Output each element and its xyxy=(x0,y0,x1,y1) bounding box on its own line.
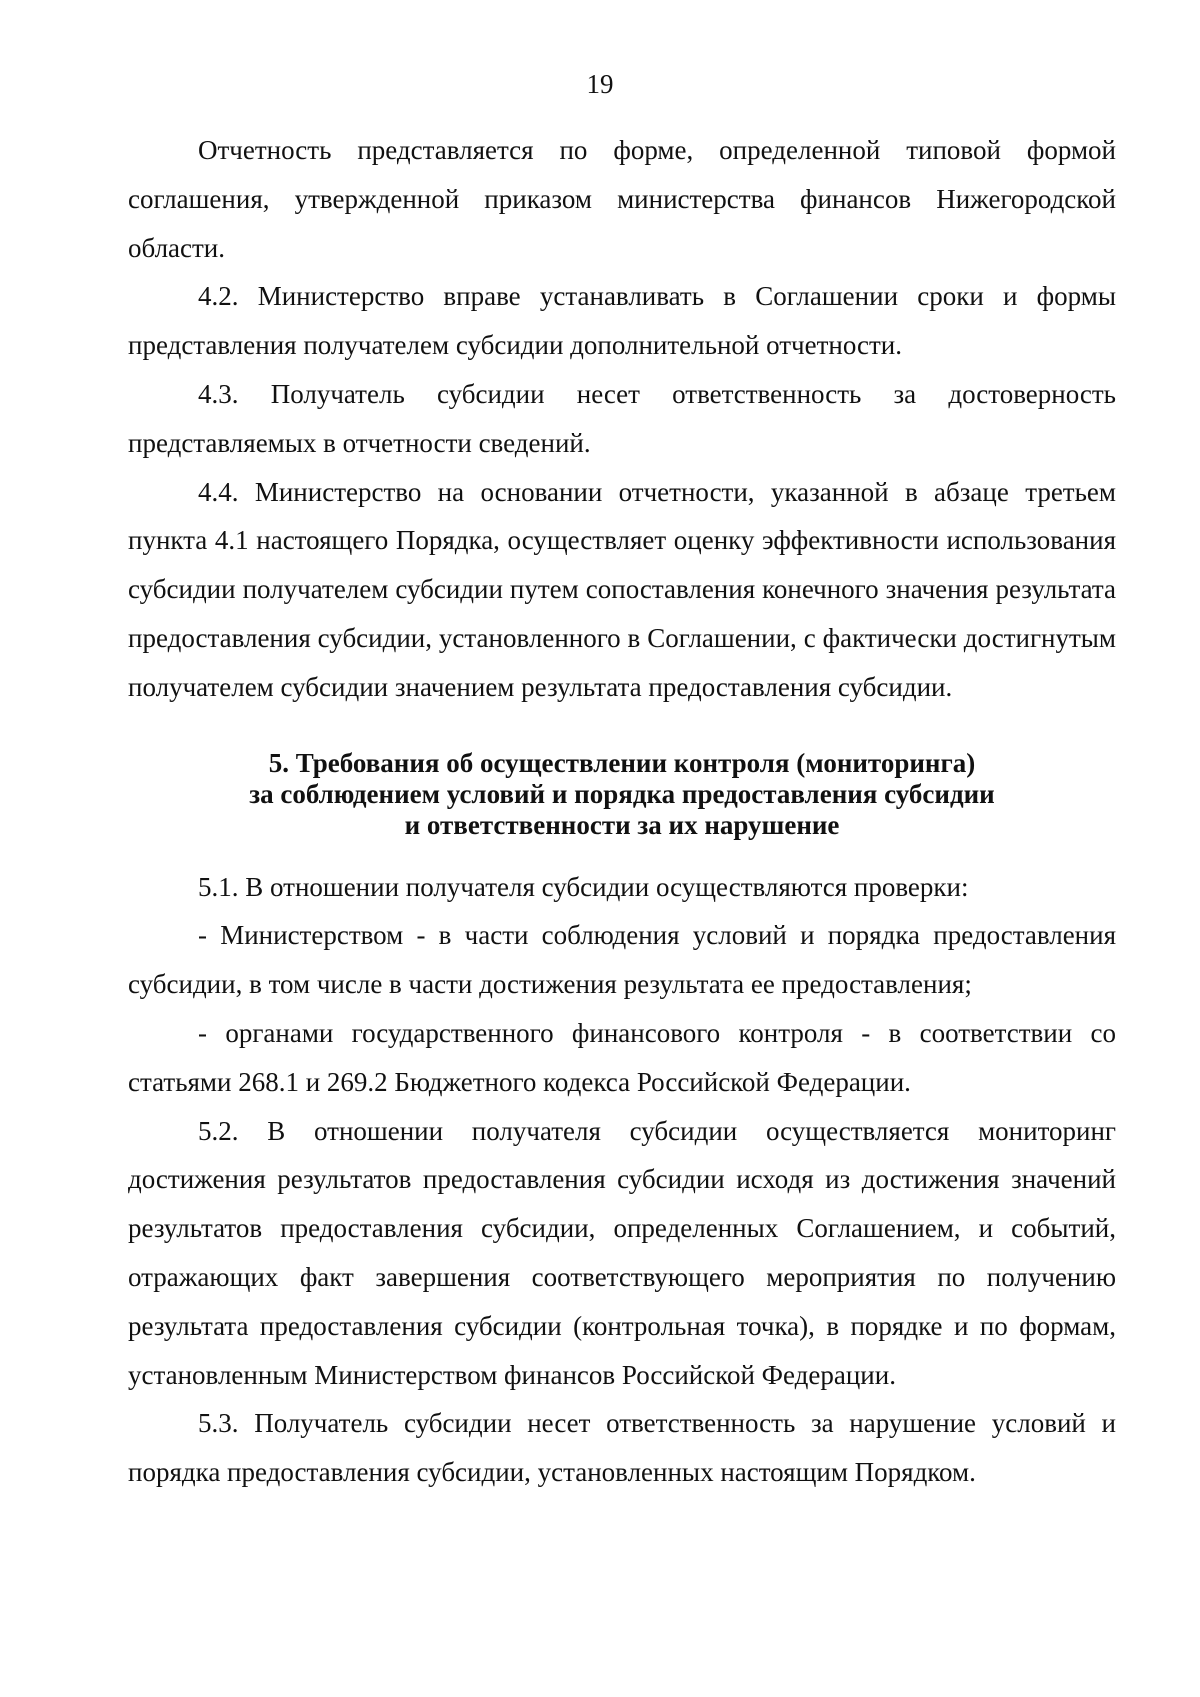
section-5-heading-line-3: и ответственности за их нарушение xyxy=(404,809,840,840)
document-body xyxy=(128,126,1116,1497)
section-5-heading-line-2: за соблюдением условий и порядка предоставления субсидии xyxy=(249,778,995,809)
paragraph-5-3: 5.3. Получатель субсидии несет ответственность за нарушение условий и порядка предоставления субсидии, установленных настоящим Порядком. xyxy=(128,1408,1116,1488)
paragraph-5-1-control-bodies: - органами государственного финансового контроля - в соответствии со статьями 268.1 и 269.2 Бюджетного кодекса Российской Федерации. xyxy=(128,1017,1116,1097)
paragraph-4-2: 4.2. Министерство вправе устанавливать в Соглашении сроки и формы представления получателем субсидии дополнительной отчетности. xyxy=(128,281,1116,361)
paragraph-5-1-ministry: - Министерством - в части соблюдения условий и порядка предоставления субсидии, в том числе в части достижения результата ее предоставления; xyxy=(128,920,1116,1000)
section-5-heading xyxy=(128,748,1116,841)
paragraph-4-3: 4.3. Получатель субсидии несет ответственность за достоверность представляемых в отчетности сведений. xyxy=(128,378,1116,458)
paragraph-5-2: 5.2. В отношении получателя субсидии осуществляется мониторинг достижения результатов предоставления субсидии исходя из достижения значений результатов предоставления субсидии, определенных Соглашением, и событий, отражающих факт завершения соответствующего мероприятия по получению результата предоставления субсидии (контрольная точка), в порядке и по формам, установленным Министерством финансов Российской Федерации. xyxy=(128,1115,1116,1390)
page-number: 19 xyxy=(586,69,614,99)
paragraph-4-4: 4.4. Министерство на основании отчетности, указанной в абзаце третьем пункта 4.1 настоящего Порядка, осуществляет оценку эффективности использования субсидии получателем субсидии путем сопоставления конечного значения результата предоставления субсидии, установленного в Соглашении, с фактически достигнутым получателем субсидии значением результата предоставления субсидии. xyxy=(128,476,1116,702)
section-5-heading-line-1: 5. Требования об осуществлении контроля (мониторинга) xyxy=(268,747,976,778)
paragraph-reporting-form: Отчетность представляется по форме, определенной типовой формой соглашения, утвержденной приказом министерства финансов Нижегородской области. xyxy=(128,135,1116,263)
paragraph-5-1: 5.1. В отношении получателя субсидии осуществляются проверки: xyxy=(198,871,969,902)
